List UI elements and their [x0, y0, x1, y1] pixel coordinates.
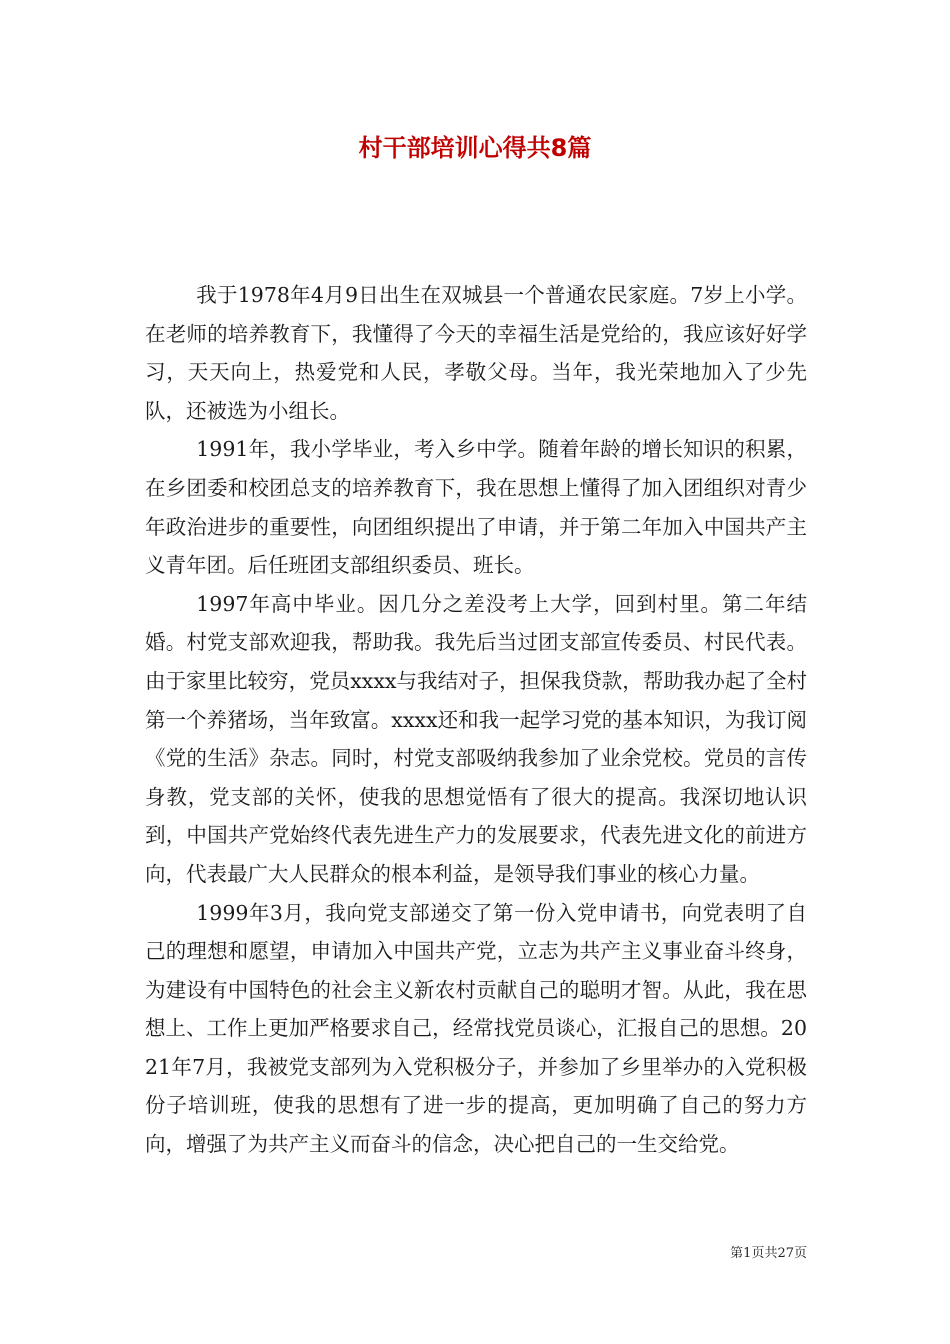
page-number: 第1页共27页 [730, 1246, 807, 1261]
paragraph-4: 1999年3月，我向党支部递交了第一份入党申请书，向党表明了自己的理想和愿望，申请加入中国共产党，立志为共产主义事业奋斗终身，为建设有中国特色的社会主义新农村贡献自己的聪明才智。从此，我在思想上、工作上更加严格要求自己，经常找党员谈心，汇报自己的思想。2021年7月，我被党支部列为入党积极分子，并参加了乡里举办的入党积极份子培训班，使我的思想有了进一步的提高，更加明确了自己的努力方向，增强了为共产主义而奋斗的信念，决心把自己的一生交给党。 [145, 900, 807, 1157]
paragraph-2: 1991年，我小学毕业，考入乡中学。随着年龄的增长知识的积累，在乡团委和校团总支的培养教育下，我在思想上懂得了加入团组织对青少年政治进步的重要性，向团组织提出了申请，并于第二年加入中国共产主义青年团。后任班团支部组织委员、班长。 [145, 437, 807, 578]
paragraph-3: 1997年高中毕业。因几分之差没考上大学，回到村里。第二年结婚。村党支部欢迎我，帮助我。我先后当过团支部宣传委员、村民代表。由于家里比较穷，党员xxxx与我结对子，担保我贷款，帮助我办起了全村第一个养猪场，当年致富。xxxx还和我一起学习党的基本知识，为我订阅《党的生活》杂志。同时，村党支部吸纳我参加了业余党校。党员的言传身教，党支部的关怀，使我的思想觉悟有了很大的提高。我深切地认识到，中国共产党始终代表先进生产力的发展要求，代表先进文化的前进方向，代表最广大人民群众的根本利益，是领导我们事业的核心力量。 [145, 591, 807, 886]
paragraph-1: 我于1978年4月9日出生在双城县一个普通农民家庭。7岁上小学。在老师的培养教育下，我懂得了今天的幸福生活是党给的，我应该好好学习，天天向上，热爱党和人民，孝敬父母。当年，我光荣地加入了少先队，还被选为小组长。 [145, 283, 807, 423]
document-body [145, 276, 807, 1164]
document-title: 村干部培训心得共8篇 [358, 134, 592, 162]
